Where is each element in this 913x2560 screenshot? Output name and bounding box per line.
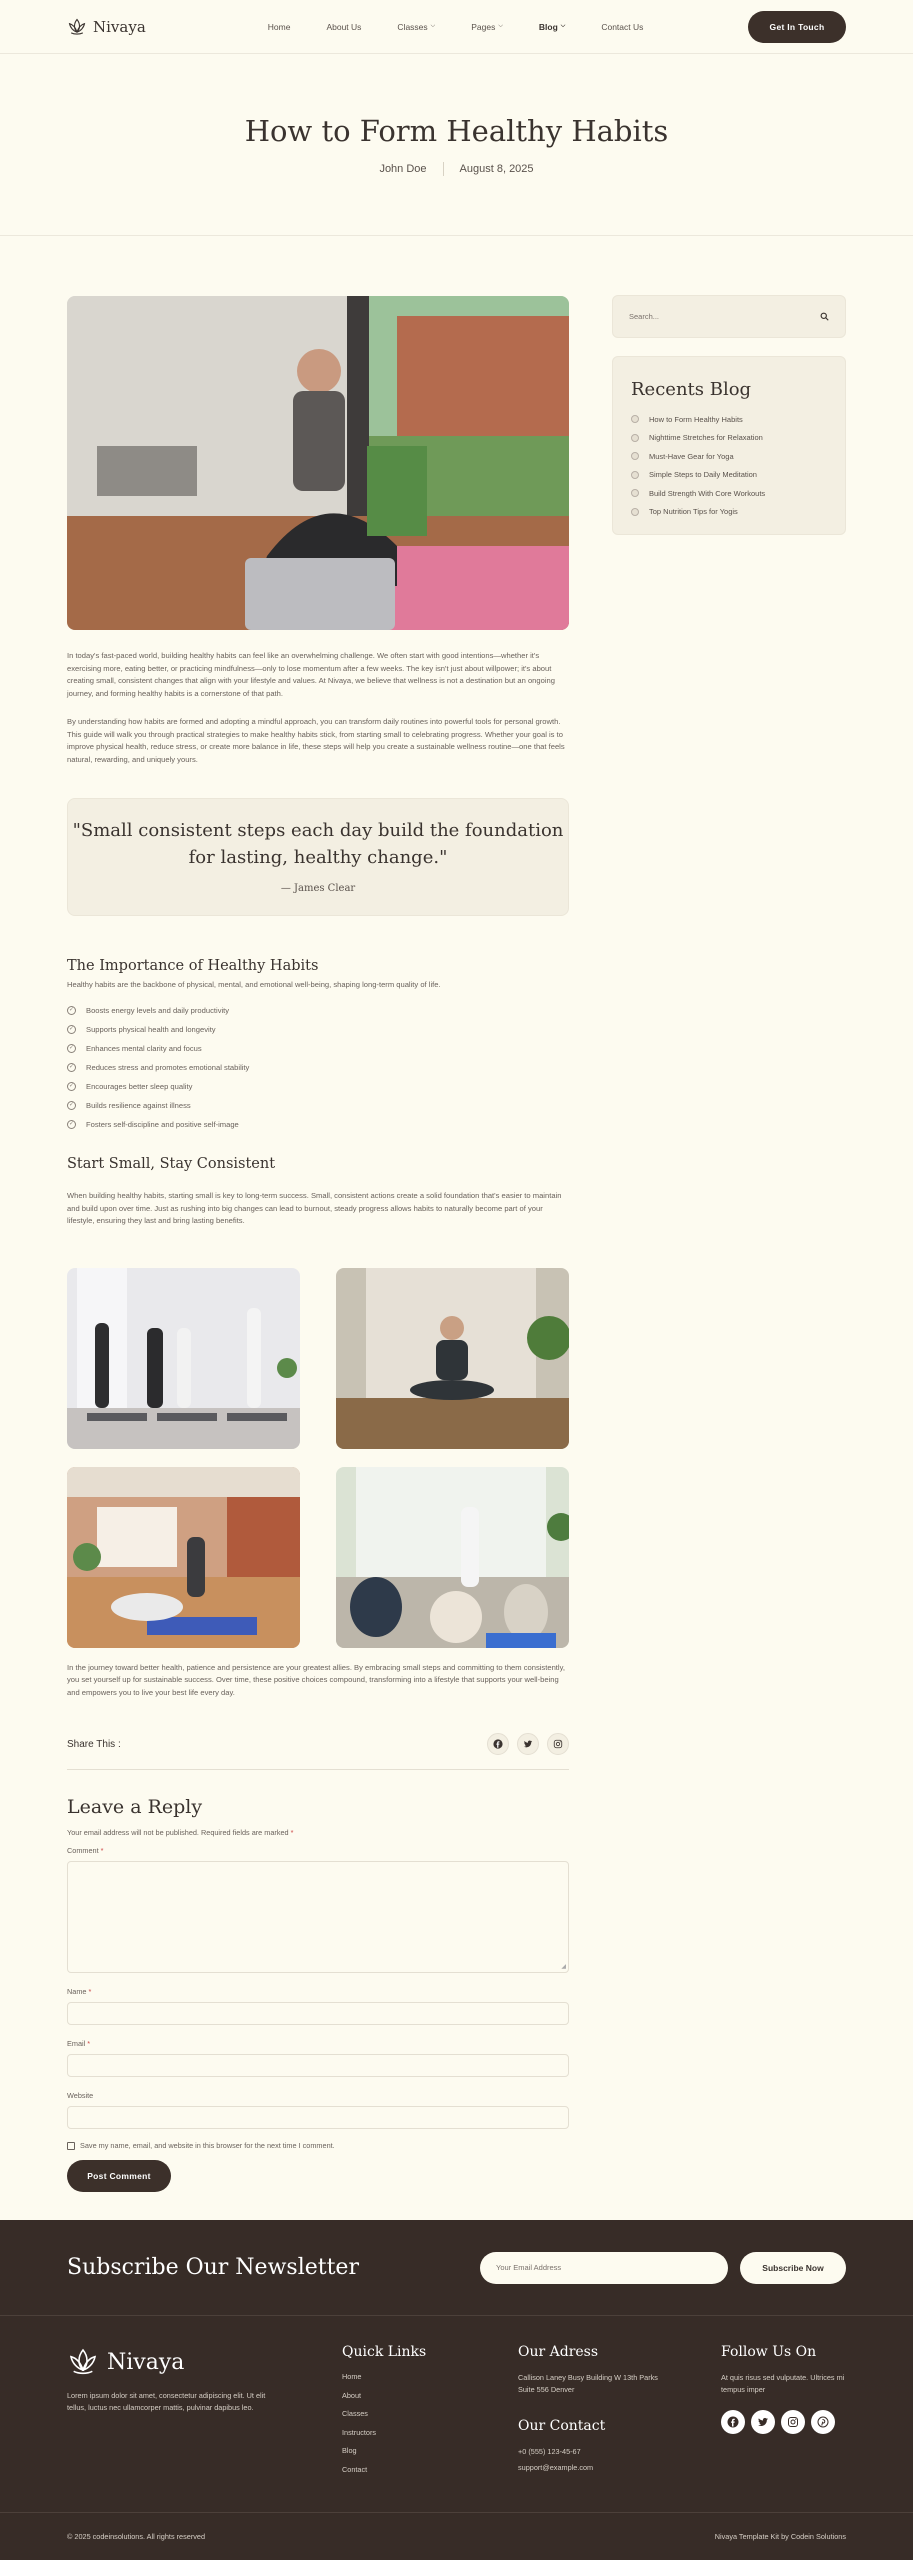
pinterest-icon[interactable] bbox=[811, 2410, 835, 2434]
list-item bbox=[67, 1115, 569, 1134]
benefits-list bbox=[67, 1001, 569, 1134]
list-item-text: Builds resilience against illness bbox=[86, 1101, 191, 1110]
nav-label: About Us bbox=[326, 21, 362, 32]
search-placeholder: Search... bbox=[629, 312, 660, 321]
site-footer bbox=[0, 2220, 913, 2560]
phone-text[interactable]: +0 (555) 123-45-67 bbox=[518, 2447, 581, 2456]
facebook-icon[interactable] bbox=[487, 1733, 509, 1755]
twitter-icon[interactable] bbox=[517, 1733, 539, 1755]
bullet-icon bbox=[631, 508, 639, 516]
share-label: Share This : bbox=[67, 1738, 121, 1750]
gallery-image bbox=[336, 1467, 569, 1648]
nav-about[interactable] bbox=[326, 22, 361, 32]
footer-logo[interactable] bbox=[67, 2346, 184, 2378]
nav-label: Blog bbox=[538, 21, 558, 32]
sidebar bbox=[612, 295, 846, 535]
brand-name: Nivaya bbox=[93, 17, 146, 36]
list-item-text: Fosters self-discipline and positive self-image bbox=[86, 1120, 239, 1129]
newsletter-title: Subscribe Our Newsletter bbox=[67, 2255, 359, 2280]
quick-links-column bbox=[342, 2344, 426, 2483]
footer-heading: Our Adress bbox=[518, 2344, 599, 2360]
website-input[interactable] bbox=[67, 2106, 569, 2129]
newsletter-email-input[interactable] bbox=[480, 2252, 728, 2284]
meta-divider bbox=[443, 162, 444, 176]
footer-link[interactable]: Blog bbox=[342, 2446, 357, 2455]
footer-link[interactable]: Instructors bbox=[342, 2427, 377, 2437]
recent-posts-list bbox=[631, 410, 827, 521]
intro-paragraph: In today's fast-paced world, building healthy habits can feel like an overwhelming challenge. We often start with good intentions—whether it's exercising more, eating better, or practicing mindfulness—only to lose momentum after a few weeks. The key isn't just about willpower; it's about creating small, consistent changes that align with your lifestyle and values. At Nivaya, we believe that wellness is not a destination but an ongoing journey, and forming healthy habits is a cornerstone of that path. bbox=[67, 651, 555, 698]
comment-form bbox=[67, 1796, 569, 2192]
nav-label: Home bbox=[267, 21, 291, 32]
footer-link[interactable]: Home bbox=[342, 2372, 362, 2381]
chevron-down-icon: ⌵ bbox=[430, 23, 436, 29]
nav-label: Contact Us bbox=[601, 21, 644, 32]
recent-post-title: Must-Have Gear for Yoga bbox=[649, 451, 734, 461]
check-circle-icon: ✓ bbox=[68, 1083, 75, 1089]
main-nav bbox=[268, 22, 644, 32]
list-item bbox=[67, 1096, 569, 1115]
footer-description: Lorem ipsum dolor sit amet, consectetur adipiscing elit. Ut elit tellus, luctus nec ullamcorper mattis, pulvinar dapibus leo. bbox=[67, 2391, 266, 2412]
list-item bbox=[67, 1077, 569, 1096]
newsletter-placeholder: Your Email Address bbox=[496, 2263, 562, 2272]
section-paragraph: When building healthy habits, starting small is key to long-term success. Small, consistent actions create a solid foundation that's easier to maintain and build upon over time. Just as rushing into big changes can lead to burnout, steady progress allows habits to naturally become part of your lifestyle, ensuring they last and bring lasting benefits. bbox=[67, 1191, 562, 1225]
check-circle-icon: ✓ bbox=[68, 1064, 75, 1070]
nav-blog[interactable] bbox=[539, 22, 565, 32]
bullet-icon bbox=[631, 489, 639, 497]
nav-label: Pages bbox=[471, 21, 496, 32]
pull-quote bbox=[67, 798, 569, 916]
list-item-text: Reduces stress and promotes emotional stability bbox=[86, 1063, 250, 1072]
nav-classes[interactable] bbox=[397, 22, 435, 32]
recent-post-title: Build Strength With Core Workouts bbox=[649, 488, 766, 498]
facebook-icon[interactable] bbox=[721, 2410, 745, 2434]
check-circle-icon: ✓ bbox=[68, 1102, 75, 1108]
lotus-icon bbox=[67, 17, 87, 37]
required-mark: * bbox=[87, 2039, 91, 2048]
recent-post-link[interactable] bbox=[631, 503, 827, 522]
recent-post-link[interactable] bbox=[631, 447, 827, 466]
quick-links-list bbox=[342, 2372, 426, 2483]
footer-link[interactable]: About bbox=[342, 2390, 362, 2400]
name-label bbox=[67, 1987, 569, 1996]
recent-post-link[interactable] bbox=[631, 466, 827, 485]
list-item bbox=[67, 1058, 569, 1077]
email-text[interactable]: support@example.com bbox=[518, 2463, 594, 2472]
twitter-icon[interactable] bbox=[751, 2410, 775, 2434]
follow-text: At quis risus sed vulputate. Ultrices mi tempus imper bbox=[721, 2373, 845, 2394]
article bbox=[67, 296, 569, 2192]
brand-logo[interactable] bbox=[67, 17, 146, 37]
post-meta bbox=[0, 162, 913, 176]
section-subtitle: Healthy habits are the backbone of physical, mental, and emotional well-being, shaping long-term quality of life. bbox=[67, 980, 441, 989]
resize-handle-icon[interactable]: ◢ bbox=[561, 1964, 566, 1970]
list-item-text: Boosts energy levels and daily productivity bbox=[86, 1006, 230, 1015]
gallery-image bbox=[336, 1268, 569, 1449]
consent-row[interactable] bbox=[67, 2141, 569, 2150]
widget-title: Recents Blog bbox=[631, 379, 752, 400]
recent-posts-widget bbox=[612, 356, 846, 535]
recent-post-link[interactable] bbox=[631, 484, 827, 503]
gallery-image bbox=[67, 1467, 300, 1648]
required-mark: * bbox=[88, 1987, 92, 1996]
required-mark: * bbox=[290, 1828, 294, 1837]
required-mark: * bbox=[100, 1846, 104, 1855]
search-icon[interactable] bbox=[820, 312, 829, 321]
label-text: Comment bbox=[67, 1846, 99, 1855]
check-circle-icon: ✓ bbox=[68, 1045, 75, 1051]
reply-title: Leave a Reply bbox=[67, 1796, 203, 1818]
recent-post-title: Simple Steps to Daily Meditation bbox=[649, 470, 757, 480]
nav-home[interactable] bbox=[268, 22, 291, 32]
site-header bbox=[0, 0, 913, 54]
nav-contact[interactable] bbox=[601, 22, 643, 32]
list-item-text: Encourages better sleep quality bbox=[86, 1082, 193, 1091]
website-label: Website bbox=[67, 2091, 94, 2100]
list-item bbox=[67, 1039, 569, 1058]
instagram-icon[interactable] bbox=[547, 1733, 569, 1755]
bullet-icon bbox=[631, 471, 639, 479]
page-hero bbox=[0, 54, 913, 236]
follow-column bbox=[721, 2344, 847, 2434]
nav-label: Classes bbox=[397, 21, 428, 32]
image-gallery bbox=[67, 1268, 569, 1648]
instagram-icon[interactable] bbox=[781, 2410, 805, 2434]
quote-text: "Small consistent steps each day build the foundation for lasting, healthy change." bbox=[72, 820, 564, 868]
chevron-down-icon: ⌵ bbox=[498, 23, 503, 29]
intro-paragraph: By understanding how habits are formed and adopting a mindful approach, you can transform daily routines into powerful tools for personal growth. This guide will walk you through practical strategies to make healthy habits stick, from starting small to celebrating progress. Whether your goal is to improve physical health, reduce stress, or create more balance in life, these steps will help you create a sustainable wellness routine—one that feels natural, rewarding, and uniquely yours. bbox=[67, 717, 565, 764]
social-icons bbox=[721, 2410, 847, 2434]
check-circle-icon: ✓ bbox=[68, 1007, 75, 1013]
share-bar bbox=[67, 1733, 569, 1770]
recent-post-title: Nighttime Stretches for Relaxation bbox=[649, 433, 763, 443]
quote-author: — James Clear bbox=[280, 883, 356, 894]
list-item bbox=[67, 1020, 569, 1039]
comment-textarea[interactable] bbox=[67, 1861, 569, 1973]
footer-link[interactable]: Classes bbox=[342, 2409, 368, 2418]
footer-heading: Follow Us On bbox=[721, 2344, 817, 2360]
name-input[interactable] bbox=[67, 2002, 569, 2025]
page-title: How to Form Healthy Habits bbox=[244, 114, 669, 148]
subscribe-button[interactable]: Subscribe Now bbox=[740, 2252, 846, 2284]
get-in-touch-button[interactable]: Get In Touch bbox=[748, 11, 846, 43]
bullet-icon bbox=[631, 415, 639, 423]
post-author[interactable]: John Doe bbox=[379, 163, 427, 175]
list-item bbox=[67, 1001, 569, 1020]
recent-post-link[interactable] bbox=[631, 429, 827, 448]
post-comment-button[interactable]: Post Comment bbox=[67, 2160, 171, 2192]
credit-text[interactable]: Nivaya Template Kit by Codein Solutions bbox=[714, 2532, 846, 2541]
footer-columns bbox=[0, 2316, 913, 2512]
label-text: Name bbox=[67, 1987, 87, 1996]
consent-checkbox[interactable] bbox=[67, 2142, 75, 2150]
email-label bbox=[67, 2039, 569, 2048]
check-circle-icon: ✓ bbox=[68, 1026, 75, 1032]
closing-paragraph: In the journey toward better health, patience and persistence are your greatest allies. By embracing small steps and committing to them consistently, you set yourself up for sustainable success. Over time, these positive choices compound, transforming into a lifestyle that supports your well-being and empowers you to live your best life every day. bbox=[67, 1662, 565, 1697]
newsletter-bar bbox=[0, 2220, 913, 2316]
recent-post-link[interactable] bbox=[631, 410, 827, 429]
post-date: August 8, 2025 bbox=[459, 163, 534, 175]
recent-post-title: Top Nutrition Tips for Yogis bbox=[649, 507, 738, 517]
section-heading: The Importance of Healthy Habits bbox=[67, 958, 319, 974]
comment-label bbox=[67, 1846, 569, 1855]
form-note-text: Your email address will not be published. Required fields are marked bbox=[67, 1828, 289, 1837]
recent-post-title: How to Form Healthy Habits bbox=[649, 414, 743, 424]
copyright-bar bbox=[0, 2512, 913, 2560]
consent-text: Save my name, email, and website in this browser for the next time I comment. bbox=[80, 2141, 335, 2150]
featured-image bbox=[67, 296, 569, 630]
footer-heading: Quick Links bbox=[342, 2344, 427, 2360]
chevron-down-icon: ⌵ bbox=[560, 23, 566, 29]
list-item-text: Enhances mental clarity and focus bbox=[86, 1044, 202, 1053]
share-icons bbox=[487, 1733, 569, 1755]
address-column bbox=[518, 2344, 658, 2474]
bullet-icon bbox=[631, 434, 639, 442]
lotus-icon bbox=[67, 2346, 99, 2378]
nav-pages[interactable] bbox=[471, 22, 503, 32]
bullet-icon bbox=[631, 452, 639, 460]
list-item-text: Supports physical health and longevity bbox=[86, 1025, 216, 1034]
footer-link[interactable]: Contact bbox=[342, 2464, 368, 2474]
search-input[interactable] bbox=[612, 295, 846, 338]
check-circle-icon: ✓ bbox=[68, 1121, 75, 1127]
label-text: Email bbox=[67, 2039, 86, 2048]
address-text: Callison Laney Busy Building W 13th Parks Suite 556 Denver bbox=[518, 2373, 658, 2394]
footer-brand-name: Nivaya bbox=[107, 2349, 185, 2375]
copyright-text: © 2025 codeinsolutions. All rights reserved bbox=[67, 2532, 206, 2541]
section-heading: Start Small, Stay Consistent bbox=[67, 1156, 276, 1172]
gallery-image bbox=[67, 1268, 300, 1449]
email-input[interactable] bbox=[67, 2054, 569, 2077]
footer-heading: Our Contact bbox=[518, 2418, 606, 2434]
form-note bbox=[67, 1828, 569, 1837]
